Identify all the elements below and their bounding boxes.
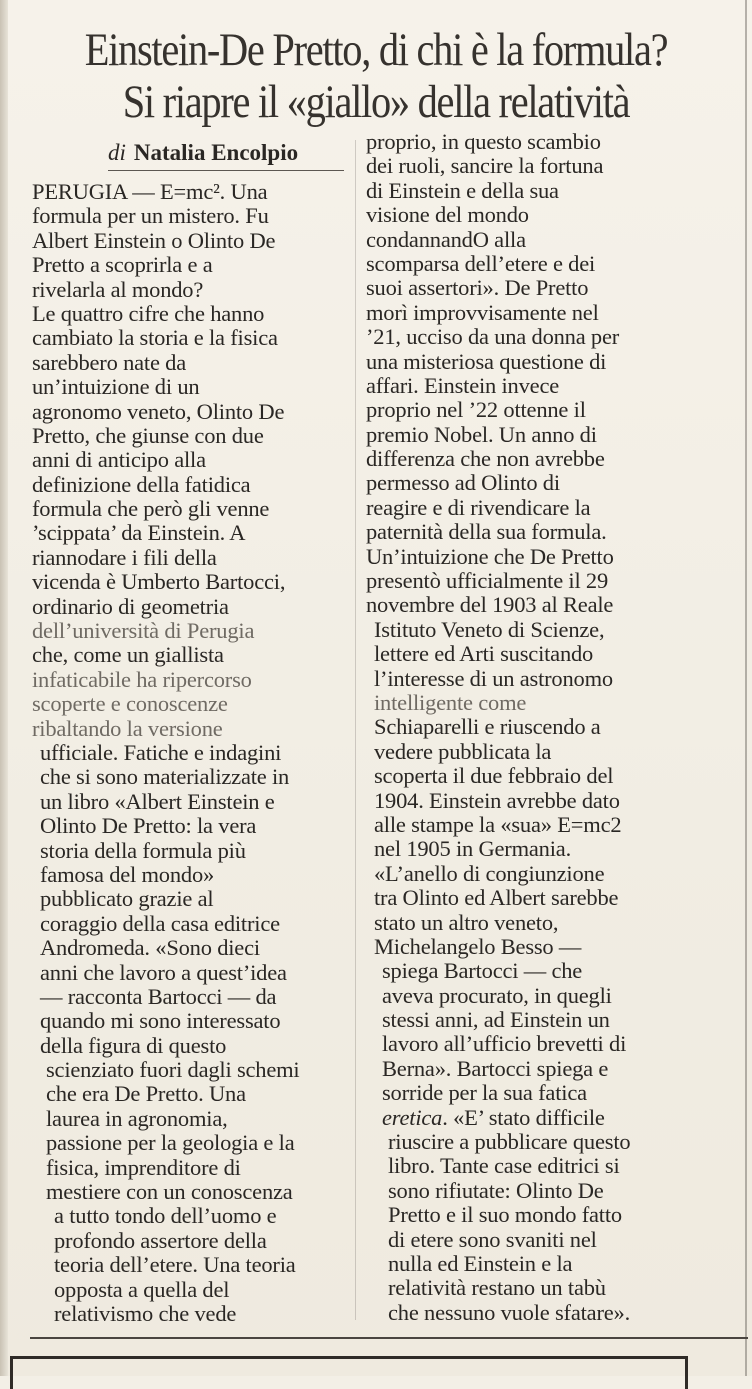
col1-line: definizione della fatidica — [32, 471, 251, 497]
col2-line: aveva procurato, in quegli — [382, 982, 612, 1008]
col2-line: che nessuno vuole sfatare». — [388, 1299, 631, 1325]
article-column-2 — [366, 130, 630, 1325]
col2-line: di Einstein e della sua — [366, 177, 559, 203]
col1-line: scienziato fuori dagli schemi — [46, 1057, 300, 1083]
col2-line: relatività restano un tabù — [388, 1275, 606, 1301]
article-bottom-rule — [30, 1337, 748, 1339]
byline-author: Natalia Encolpio — [133, 140, 299, 165]
col2-line: paternità della sua formula. — [366, 519, 607, 545]
col1-line: famosa del mondo» — [40, 861, 215, 887]
col1-line: formula per un mistero. Fu — [32, 203, 269, 229]
col1-line: dell’università di Perugia — [32, 618, 255, 644]
col2-line: scoperta il due febbraio del — [374, 763, 614, 789]
col1-line: anni di anticipo alla — [32, 447, 206, 473]
col1-line: profondo assertore della — [54, 1227, 267, 1253]
col2-line: stessi anni, ad Einstein un — [382, 1007, 610, 1033]
col2-line: Pretto e il suo mondo fatto — [388, 1202, 622, 1228]
byline-underline — [108, 170, 344, 171]
col1-line: teoria dell’etere. Una teoria — [54, 1252, 296, 1278]
col1-line: Pretto, che giunse con due — [32, 422, 264, 448]
col2-line: Istituto Veneto di Scienze, — [374, 616, 605, 642]
col2-line: scomparsa dell’etere e dei — [366, 250, 596, 276]
col1-line: Pretto a scoprirla e a — [32, 252, 213, 278]
col1-line: storia della formula più — [40, 837, 246, 863]
byline-prefix: di — [108, 140, 126, 165]
col1-line: pubblicato grazie al — [40, 886, 214, 912]
col1-line: PERUGIA — E=mc². Una — [32, 179, 268, 204]
col2-line: tra Olinto ed Albert sarebbe — [374, 885, 619, 911]
col2-line: condannandO alla — [366, 226, 526, 252]
col2-line: 1904. Einstein avrebbe dato — [374, 787, 620, 813]
col1-line: riannodare i fili della — [32, 544, 217, 570]
col2-line: differenza che non avrebbe — [366, 446, 605, 472]
col1-line: a tutto tondo dell’uomo e — [54, 1203, 277, 1229]
col2-line: presentò ufficialmente il 29 — [366, 568, 609, 594]
col2-line: proprio, in questo scambio — [366, 129, 601, 154]
col2-line: suoi assertori». De Pretto — [366, 275, 589, 301]
col1-line: vicenda è Umberto Bartocci, — [32, 569, 286, 595]
col1-line: cambiato la storia e la fisica — [32, 325, 278, 351]
byline — [108, 140, 343, 166]
col2-line: l’interesse di un astronomo — [374, 665, 613, 691]
headline-line-2: Si riapre il «giallo» della relatività — [122, 76, 630, 128]
col2-line — [382, 1106, 630, 1130]
col2-line: visione del mondo — [366, 202, 529, 228]
col2-line: Berna». Bartocci spiega e — [382, 1055, 609, 1081]
italic-word: eretica — [382, 1104, 443, 1130]
page-edge-shadow — [0, 0, 8, 1376]
col1-line: Le quattro cifre che hanno — [32, 300, 265, 326]
col2-line: Michelangelo Besso — — [374, 933, 582, 959]
col2-line: ’21, ucciso da una donna per — [366, 324, 620, 350]
col1-line: scoperte e conoscenze — [32, 691, 228, 717]
col2-line: morì improvvisamente nel — [366, 299, 599, 325]
next-article-frame — [10, 1356, 688, 1389]
col2-line: novembre del 1903 al Reale — [366, 592, 614, 618]
col2-line: intelligente come — [374, 689, 527, 715]
col1-line: fisica, imprenditore di — [46, 1154, 241, 1180]
col1-line: Albert Einstein o Olinto De — [32, 227, 276, 253]
article-column-1 — [32, 180, 300, 1326]
col1-line: che era De Pretto. Una — [46, 1081, 246, 1107]
col1-line: anni che lavoro a quest’idea — [40, 959, 287, 985]
col2-line: Schiaparelli e riuscendo a — [374, 714, 601, 740]
col2-line: stato un altro veneto, — [374, 909, 559, 935]
col1-line: Andromeda. «Sono dieci — [40, 935, 260, 961]
col1-line: agronomo veneto, Olinto De — [32, 398, 285, 424]
col2-line: Un’intuizione che De Pretto — [366, 543, 614, 569]
col2-line: alle stampe la «sua» E=mc2 — [374, 811, 622, 837]
col1-line: passione per la geologia e la — [46, 1130, 295, 1156]
col2-line: permesso ad Olinto di — [366, 470, 560, 496]
col2-line: di etere sono svaniti nel — [388, 1226, 597, 1252]
col2-line: una misteriosa questione di — [366, 348, 607, 374]
col2-line: proprio nel ’22 ottenne il — [366, 397, 586, 423]
col1-line: opposta a quella del — [54, 1276, 230, 1302]
col1-line: coraggio della casa editrice — [40, 910, 280, 936]
col1-line: quando mi sono interessato — [40, 1008, 281, 1034]
col2-line: lettere ed Arti suscitando — [374, 641, 594, 667]
col2-line: reagire e di rivendicare la — [366, 494, 591, 520]
col1-line: ufficiale. Fatiche e indagini — [40, 739, 282, 765]
col1-line: sarebbero nate da — [32, 349, 187, 375]
col1-line: formula che però gli venne — [32, 496, 270, 522]
col2-line: sono rifiutate: Olinto De — [388, 1177, 604, 1203]
col1-line: ’scippata’ da Einstein. A — [32, 520, 246, 546]
col2-line: vedere pubblicata la — [374, 738, 552, 764]
column-divider — [355, 140, 356, 1320]
col2-line: sorride per la sua fatica — [382, 1080, 587, 1106]
col1-line: infaticabile ha ripercorso — [32, 666, 252, 692]
col2-line: spiega Bartocci — che — [382, 958, 583, 984]
col1-line: rivelarla al mondo? — [32, 276, 204, 302]
col1-line: un libro «Albert Einstein e — [40, 788, 275, 814]
col1-line: ribaltando la versione — [32, 715, 223, 741]
col1-line: relativismo che vede — [54, 1300, 237, 1326]
right-margin-rule — [745, 0, 747, 1376]
col1-line: — racconta Bartocci — da — [40, 983, 277, 1009]
headline-line-1: Einstein-De Pretto, di chi è la formula? — [84, 24, 668, 76]
col2-line: nulla ed Einstein e la — [388, 1250, 573, 1276]
col1-line: laurea in agronomia, — [46, 1105, 228, 1131]
col1-line: ordinario di geometria — [32, 593, 229, 619]
col1-line: mestiere con un conoscenza — [46, 1179, 293, 1205]
col2-line: nel 1905 in Germania. — [374, 836, 571, 862]
col1-line: un’intuizione di un — [32, 374, 200, 400]
col2-line-rest: . «E’ stato difficile — [442, 1104, 605, 1130]
col2-line: libro. Tante case editrici si — [388, 1153, 620, 1179]
col2-line: dei ruoli, sancire la fortuna — [366, 153, 604, 179]
col2-line: premio Nobel. Un anno di — [366, 421, 597, 447]
col1-line: Olinto De Pretto: la vera — [40, 813, 257, 839]
col1-line: che si sono materializzate in — [40, 764, 290, 790]
col2-line: affari. Einstein invece — [366, 372, 560, 398]
col2-line: riuscire a pubblicare questo — [388, 1129, 631, 1155]
col1-line: della figura di questo — [40, 1032, 227, 1058]
col2-line: «L’anello di congiunzione — [374, 860, 605, 886]
col2-line: lavoro all’ufficio brevetti di — [382, 1031, 627, 1057]
col1-line: che, come un giallista — [32, 642, 224, 668]
